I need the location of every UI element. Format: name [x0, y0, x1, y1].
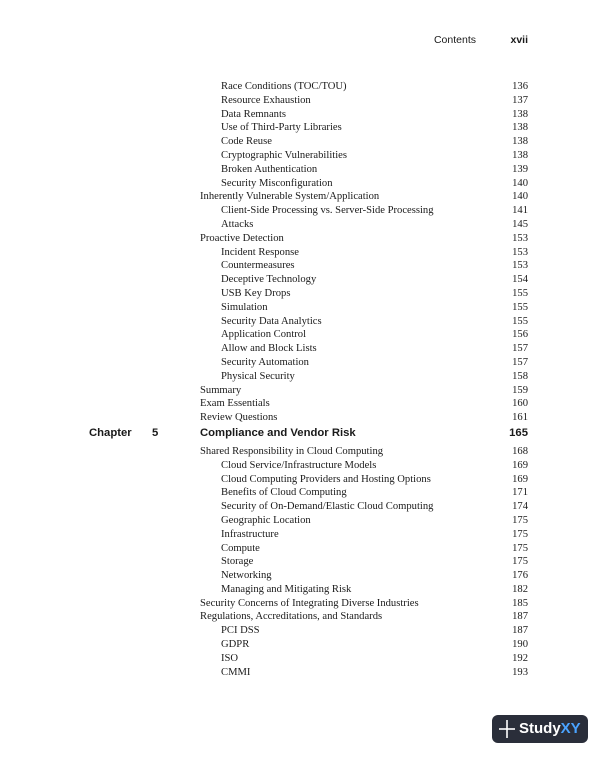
- toc-entry-page: 174: [512, 501, 528, 513]
- toc-entry-label: Race Conditions (TOC/TOU): [221, 81, 347, 92]
- toc-entry: [0, 246, 612, 260]
- toc-entry-page: 157: [512, 356, 528, 368]
- toc-entry-label: Incident Response: [221, 246, 299, 258]
- toc-entry-page: 169: [512, 473, 528, 485]
- toc-entry: [0, 666, 612, 680]
- toc-entry: [0, 445, 612, 459]
- toc-entry: [0, 583, 612, 597]
- toc-entry-page: 158: [512, 370, 528, 382]
- toc-entry: [0, 328, 612, 342]
- toc-entry-page: 138: [512, 136, 528, 148]
- page-header: [0, 34, 612, 48]
- chapter-heading: [0, 426, 612, 441]
- toc-entry: [0, 94, 612, 108]
- toc-entry-label: Infrastructure: [221, 528, 279, 540]
- chapter-word: Chapter: [89, 426, 132, 439]
- toc-entry-label: Broken Authentication: [221, 163, 318, 175]
- toc-entry-page: 140: [512, 191, 528, 203]
- toc-entry: [0, 528, 612, 542]
- toc-entry-label: Geographic Location: [221, 514, 311, 526]
- toc-entry: [0, 610, 612, 624]
- toc-entry: [0, 486, 612, 500]
- toc-entry-label: Deceptive Technology: [221, 274, 317, 286]
- toc-entry-page: 138: [512, 108, 528, 120]
- toc-entry-label: Physical Security: [221, 370, 295, 382]
- toc-entry-page: 137: [512, 94, 528, 106]
- studyxy-watermark: [492, 715, 588, 743]
- table-of-contents: [0, 80, 612, 679]
- toc-entry-label: ISO: [221, 652, 239, 664]
- toc-entry-label: Security Concerns of Integrating Diverse Industries: [200, 597, 419, 609]
- toc-entry-page: 169: [512, 459, 528, 471]
- toc-entry-page: 160: [512, 398, 528, 410]
- toc-entry-label: Use of Third-Party Libraries: [221, 122, 342, 134]
- toc-entry-label: Resource Exhaustion: [221, 94, 311, 106]
- toc-entry-label: Networking: [221, 570, 272, 582]
- toc-entry-label: Shared Responsibility in Cloud Computing: [200, 445, 384, 457]
- toc-entry-page: 136: [512, 81, 528, 92]
- toc-entry-label: Cloud Computing Providers and Hosting Options: [221, 473, 431, 485]
- toc-entry: [0, 624, 612, 638]
- toc-entry-page: 145: [512, 218, 528, 230]
- toc-entry-label: PCI DSS: [221, 625, 260, 637]
- running-head-title: Contents: [433, 34, 476, 46]
- toc-entry-page: 138: [512, 149, 528, 161]
- toc-entry: [0, 342, 612, 356]
- toc-entry-page: 176: [512, 570, 528, 582]
- toc-entry-label: Regulations, Accreditations, and Standards: [200, 611, 383, 623]
- toc-entry-page: 141: [512, 205, 528, 217]
- toc-entry-label: Exam Essentials: [200, 398, 270, 410]
- toc-entry-label: Client-Side Processing vs. Server-Side Processing: [221, 205, 434, 217]
- toc-entry-label: Security Data Analytics: [221, 315, 322, 327]
- toc-entry: [0, 163, 612, 177]
- toc-entry-page: 155: [512, 287, 528, 299]
- toc-entries-before: [0, 80, 612, 425]
- toc-entry-label: Cryptographic Vulnerabilities: [221, 149, 347, 161]
- watermark-brand: [519, 720, 581, 738]
- toc-entry-page: 155: [512, 301, 528, 313]
- toc-entry-label: Allow and Block Lists: [221, 343, 317, 355]
- toc-entry: [0, 500, 612, 514]
- toc-entry-label: Proactive Detection: [200, 232, 284, 244]
- toc-entry: [0, 149, 612, 163]
- toc-entry-page: 187: [512, 611, 528, 623]
- toc-entry-page: 175: [512, 528, 528, 540]
- toc-entry-label: Summary: [200, 384, 242, 396]
- toc-entry-label: CMMI: [221, 666, 251, 678]
- chapter-page: 165: [509, 426, 528, 439]
- toc-entries-after: [0, 445, 612, 680]
- toc-entry-page: 157: [512, 343, 528, 355]
- toc-entry-page: 139: [512, 163, 528, 175]
- toc-entry: [0, 638, 612, 652]
- toc-entry: [0, 473, 612, 487]
- toc-entry-label: Benefits of Cloud Computing: [221, 487, 347, 499]
- toc-entry-page: 140: [512, 177, 528, 189]
- toc-entry-page: 175: [512, 514, 528, 526]
- toc-entry: [0, 135, 612, 149]
- toc-entry: [0, 232, 612, 246]
- toc-entry-label: Security Automation: [221, 356, 309, 368]
- toc-entry: [0, 121, 612, 135]
- toc-entry: [0, 459, 612, 473]
- toc-entry-label: Inherently Vulnerable System/Application: [200, 191, 380, 203]
- toc-entry: [0, 356, 612, 370]
- toc-entry-page: 175: [512, 556, 528, 568]
- toc-entry-page: 168: [512, 445, 528, 457]
- plus-cross-icon: [499, 720, 515, 738]
- toc-entry: [0, 301, 612, 315]
- toc-entry-label: Code Reuse: [221, 136, 272, 148]
- toc-entry: [0, 555, 612, 569]
- toc-entry-label: Storage: [221, 556, 254, 568]
- brand-accent: XY: [560, 720, 581, 737]
- toc-entry: [0, 315, 612, 329]
- toc-entry-label: Compute: [221, 542, 260, 554]
- toc-entry-page: 193: [512, 666, 528, 678]
- toc-entry-label: Attacks: [221, 218, 254, 230]
- toc-entry: [0, 190, 612, 204]
- toc-entry: [0, 397, 612, 411]
- toc-entry-page: 159: [512, 384, 528, 396]
- toc-entry: [0, 370, 612, 384]
- toc-entry: [0, 80, 612, 94]
- toc-entry-page: 138: [512, 122, 528, 134]
- toc-entry: [0, 514, 612, 528]
- toc-entry-page: 190: [512, 639, 528, 651]
- toc-entry: [0, 259, 612, 273]
- toc-entry: [0, 177, 612, 191]
- toc-entry-label: Security Misconfiguration: [221, 177, 333, 189]
- running-head-page-number: xvii: [510, 34, 528, 46]
- toc-entry: [0, 542, 612, 556]
- toc-entry-page: 185: [512, 597, 528, 609]
- toc-entry-page: 192: [512, 652, 528, 664]
- toc-entry-page: 171: [512, 487, 528, 499]
- brand-plain: Study: [519, 720, 561, 737]
- toc-entry-page: 175: [512, 542, 528, 554]
- toc-entry-label: Managing and Mitigating Risk: [221, 583, 352, 595]
- toc-entry-label: Security of On-Demand/Elastic Cloud Computing: [221, 501, 434, 513]
- toc-entry-page: 153: [512, 246, 528, 258]
- toc-entry: [0, 569, 612, 583]
- toc-entry: [0, 652, 612, 666]
- toc-entry-page: 153: [512, 260, 528, 272]
- toc-entry: [0, 108, 612, 122]
- toc-entry-label: Data Remnants: [221, 108, 287, 120]
- toc-entry: [0, 411, 612, 425]
- toc-entry: [0, 384, 612, 398]
- toc-entry-page: 156: [512, 329, 528, 341]
- toc-entry-page: 182: [512, 583, 528, 595]
- toc-entry-page: 161: [512, 412, 528, 424]
- toc-entry: [0, 204, 612, 218]
- toc-entry: [0, 287, 612, 301]
- toc-entry-page: 187: [512, 625, 528, 637]
- toc-entry-page: 154: [512, 274, 528, 286]
- toc-entry-label: Simulation: [221, 301, 268, 313]
- chapter-number: 5: [152, 426, 159, 439]
- toc-entry-label: GDPR: [221, 639, 250, 651]
- toc-entry-label: USB Key Drops: [221, 287, 291, 299]
- toc-entry-label: Countermeasures: [221, 260, 295, 272]
- toc-entry: [0, 218, 612, 232]
- toc-entry-label: Application Control: [221, 329, 307, 341]
- chapter-title: Compliance and Vendor Risk: [200, 426, 356, 439]
- toc-entry-label: Cloud Service/Infrastructure Models: [221, 459, 377, 471]
- toc-entry-label: Review Questions: [200, 412, 278, 424]
- toc-entry-page: 153: [512, 232, 528, 244]
- toc-entry: [0, 273, 612, 287]
- toc-entry: [0, 597, 612, 611]
- toc-entry-page: 155: [512, 315, 528, 327]
